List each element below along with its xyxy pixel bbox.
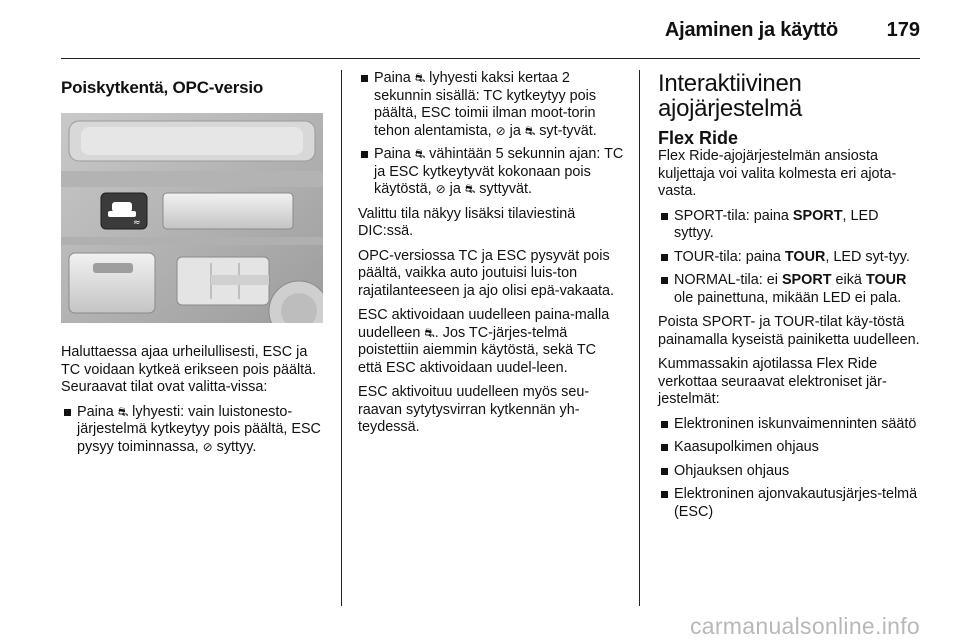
list-item (358, 146, 624, 199)
list-text: syttyy. (216, 438, 257, 455)
list-text: Paina (374, 70, 411, 86)
esc-warning-icon: ⊘ (202, 439, 213, 454)
list-item: Ohjauksen ohjaus (658, 463, 922, 481)
list-item (658, 272, 922, 307)
list-text: SPORT-tila: paina (674, 207, 789, 224)
traction-control-icon: ⛐ (524, 123, 536, 138)
list-item: Elektroninen iskunvaimenninten säätö (658, 416, 922, 434)
mode-list (658, 208, 922, 308)
subheading: Flex Ride (658, 128, 739, 148)
list-text: ja (509, 122, 521, 139)
list-item (61, 404, 323, 457)
svg-text:≈: ≈ (133, 218, 141, 228)
button-name: TOUR (784, 248, 826, 265)
list-text: syt-tyvät. (539, 122, 597, 139)
dashboard-button-photo (61, 113, 323, 323)
list-item (358, 70, 624, 140)
esc-off-button-icon: ⛐ (414, 71, 426, 85)
watermark: carmanualsonline.info (689, 613, 920, 639)
column-1 (61, 70, 323, 463)
list-text: vähintään 5 sekunnin ajan: TC ja ESC kytkeytyvät kokonaan pois käytöstä, (374, 146, 624, 197)
page-header (0, 0, 960, 60)
list-text: ja (449, 181, 461, 197)
header-rule (61, 58, 920, 59)
list-item (658, 249, 922, 267)
button-name: SPORT (792, 207, 843, 224)
list-text: , LED syt-tyy. (825, 248, 910, 265)
chapter-heading: Interaktiivinen ajojärjestelmä (658, 70, 802, 122)
list-text: NORMAL-tila: ei (674, 272, 778, 288)
column-divider (341, 70, 342, 606)
paragraph: Valittu tila näkyy lisäksi tilaviestinä DIC:ssä. (358, 205, 576, 239)
paragraph: ESC aktivoituu uudelleen myös seu-raavan sytytysvirran kytkennän yh-teydessä. (358, 384, 590, 435)
list-text: Paina (77, 403, 114, 420)
traction-control-icon: ⛐ (464, 182, 476, 196)
paragraph: Poista SPORT- ja TOUR-tilat käy-töstä painamalla kyseistä painiketta uudelleen. (658, 314, 920, 348)
list-text: lyhyesti kaksi kertaa 2 sekunnin sisällä: TC kytkeytyy pois päältä, ESC toimii ilman moot-torin tehon alentamista, (374, 70, 597, 139)
esc-off-button-icon: ⛐ (424, 325, 435, 340)
list-item: Kaasupolkimen ohjaus (658, 439, 922, 457)
list-text: TOUR-tila: paina (674, 248, 781, 265)
list-item: Elektroninen ajonvakautusjärjes-telmä (ESC) (658, 486, 922, 521)
section-heading: Poiskytkentä, OPC-versio (61, 78, 264, 97)
mode-list (61, 404, 323, 457)
list-text: , LED syttyy. (674, 207, 879, 241)
page-number: 179 (886, 19, 920, 41)
esc-warning-icon: ⊘ (495, 123, 506, 138)
paragraph: Kummassakin ajotilassa Flex Ride verkottaa seuraavat elektroniset jär-jestelmät: (658, 356, 887, 407)
button-name: TOUR (865, 272, 907, 288)
mode-list (358, 70, 624, 199)
esc-off-button-icon: ⛐ (414, 147, 426, 161)
button-name: SPORT (781, 272, 832, 288)
paragraph: OPC-versiossa TC ja ESC pysyvät pois päältä, vaikka auto joutuisi luis-ton rajatilanteeseen ja ajo olisi epä-vakaata. (358, 247, 614, 299)
list-text: eikä (835, 272, 862, 288)
esc-off-button-icon: ⛐ (117, 404, 129, 419)
intro-paragraph: Haluttaessa ajaa urheilullisesti, ESC ja TC voidaan kytkeä erikseen pois päältä. Seuraavat tilat ovat valitta-vissa: (61, 344, 317, 395)
paragraph: Flex Ride-ajojärjestelmän ansiosta kuljettaja voi valita kolmesta eri ajota-vasta. (658, 148, 897, 199)
list-text: lyhyesti: vain luistonesto-järjestelmä kytkeytyy pois päältä, ESC pysyy toiminnassa, (77, 403, 321, 455)
column-2 (358, 70, 624, 444)
list-text: Paina (374, 146, 411, 162)
system-list (658, 416, 922, 522)
list-item (658, 208, 922, 243)
paragraph-text: . Jos TC-järjes-telmä poistettiin aiemmin käytöstä, sekä TC että ESC aktivoidaan uudel-leen. (358, 324, 597, 376)
column-3 (658, 70, 922, 528)
running-title: Ajaminen ja käyttö (664, 19, 838, 41)
esc-warning-icon: ⊘ (435, 182, 446, 196)
list-text: syttyvät. (479, 181, 532, 197)
paragraph-text: ESC aktivoidaan uudelleen paina-malla uudelleen (358, 307, 610, 341)
list-text: ole painettuna, mikään LED ei pala. (674, 289, 902, 306)
column-divider (639, 70, 640, 606)
paragraph (358, 307, 624, 377)
